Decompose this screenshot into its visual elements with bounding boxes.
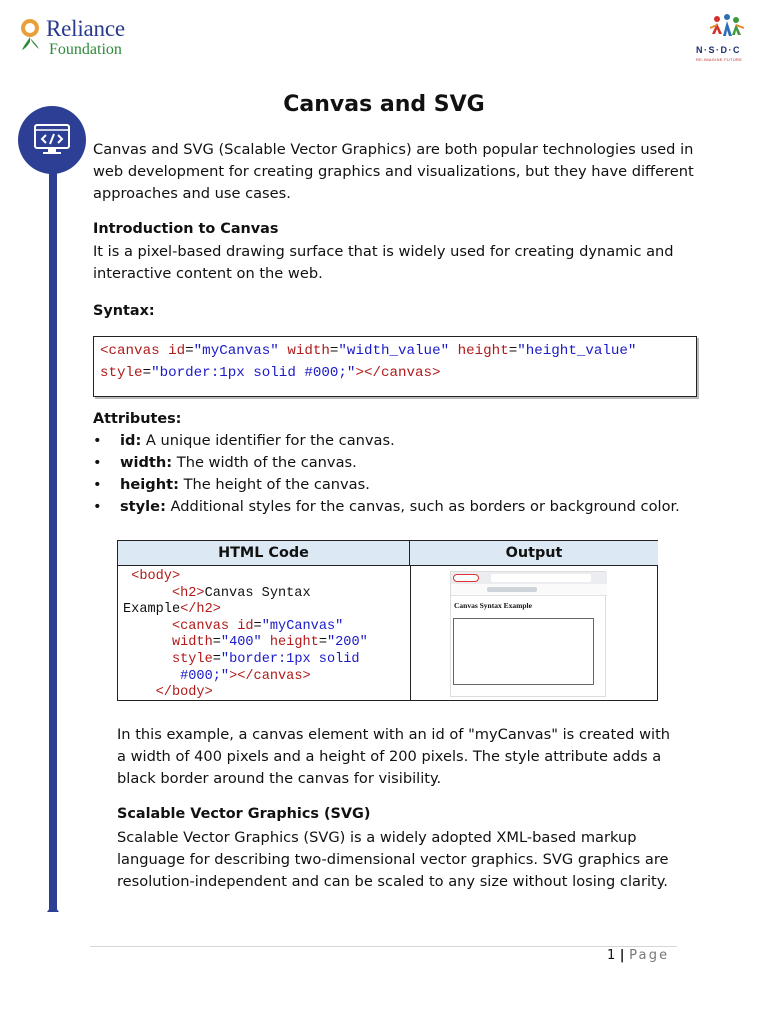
attribute-item (93, 474, 733, 496)
example-code-token: "200" (326, 635, 368, 651)
table-header-html-code: HTML Code (118, 541, 410, 566)
example-code-token: "myCanvas" (261, 618, 344, 634)
bullet-icon: • (93, 476, 102, 493)
attribute-name: width: (120, 454, 173, 471)
mini-browser-tabbar (451, 572, 607, 584)
nsdc-tagline: RE-IMAGINE FUTURE (696, 57, 743, 62)
attribute-name: style: (120, 498, 166, 515)
attribute-description: The width of the canvas. (172, 454, 357, 471)
syntax-token: "myCanvas" (193, 343, 279, 359)
intro-paragraph: Canvas and SVG (Scalable Vector Graphics) are both popular technologies used in web development for creating graphics and visualizations, but they have different approaches and use cases. (93, 141, 694, 202)
nsdc-people-icon (690, 12, 760, 46)
page-footer (607, 948, 669, 963)
syntax-code-line-2 (100, 362, 690, 384)
example-code-line (123, 602, 368, 619)
example-code-token: </h2> (180, 602, 221, 618)
example-code-token: = (212, 635, 221, 651)
bullet-icon: • (93, 498, 102, 515)
mini-browser-url (487, 587, 537, 592)
example-code-token: <h2> (123, 585, 205, 601)
mini-output-canvas (453, 618, 594, 685)
example-code-token: Example (123, 602, 181, 618)
nsdc-logo (690, 12, 760, 72)
syntax-code-line-1 (100, 340, 690, 362)
attribute-item (93, 452, 733, 474)
example-code-token: id (237, 618, 254, 634)
bullet-icon: • (93, 432, 102, 449)
example-code-line (123, 619, 368, 636)
syntax-heading: Syntax: (93, 303, 155, 319)
canvas-intro-body: It is a pixel-based drawing surface that is widely used for creating dynamic and interactive content on the web. (93, 243, 674, 282)
example-code-token: #000;" (123, 668, 230, 684)
attribute-item (93, 430, 733, 452)
example-code-line (123, 635, 368, 652)
svg-body: Scalable Vector Graphics (SVG) is a widely adopted XML-based markup language for describing two-dimensional vector graphics. SVG graphics are resolution-independent and can be scaled to any size without losing clarity. (117, 829, 669, 890)
example-html-code (123, 569, 368, 702)
svg-heading: Scalable Vector Graphics (SVG) (117, 806, 371, 822)
example-code-token: "400" (220, 635, 262, 651)
mini-browser-tab-title (491, 574, 591, 582)
code-monitor-icon (32, 120, 72, 160)
syntax-token: = (329, 343, 339, 359)
page-title: Canvas and SVG (283, 92, 485, 117)
left-decorative-rail (49, 150, 57, 910)
attribute-text (120, 474, 370, 496)
attribute-item (93, 496, 733, 518)
page-label: Page (629, 948, 670, 963)
example-code-token: height (261, 635, 319, 651)
footer-divider (90, 946, 677, 947)
syntax-token: width (278, 343, 330, 359)
syntax-code-block (93, 336, 697, 397)
syntax-token: = (508, 343, 518, 359)
rail-arrow-tip (47, 904, 59, 912)
example-code-line (123, 685, 368, 702)
example-code-line (123, 569, 368, 586)
example-code-token: </body> (123, 685, 213, 701)
attribute-name: height: (120, 476, 179, 493)
syntax-token: = (185, 343, 194, 359)
syntax-token: "height_value" (517, 343, 637, 359)
attribute-name: id: (120, 432, 142, 449)
attribute-description: Additional styles for the canvas, such as borders or background color. (165, 498, 680, 515)
syntax-token: "border:1px solid #000;" (151, 365, 356, 381)
mini-browser-tab (453, 574, 479, 582)
nsdc-letters: N·S·D·C (696, 45, 741, 55)
reliance-mark-icon (18, 18, 42, 52)
example-code-line (123, 669, 368, 686)
bullet-icon: • (93, 454, 102, 471)
example-code-line (123, 652, 368, 669)
attribute-text (120, 430, 395, 452)
attribute-text (120, 496, 680, 518)
mini-browser-address-bar (451, 584, 607, 596)
example-code-token: width (123, 635, 213, 651)
example-code-token: Canvas Syntax (204, 585, 311, 601)
syntax-token: <canvas (100, 343, 169, 359)
example-code-token: style (123, 651, 213, 667)
attribute-text (120, 452, 357, 474)
attribute-description: The height of the canvas. (178, 476, 370, 493)
page-separator: | (615, 948, 630, 963)
example-code-token: = (253, 618, 262, 634)
example-description: In this example, a canvas element with an id of "myCanvas" is created with a width of 400 pixels and a height of 200 pixels. The style attribute adds a black border around the canvas for visibility. (117, 726, 671, 787)
table-column-divider (410, 566, 411, 701)
reliance-logo-line1: Reliance (46, 16, 125, 41)
syntax-token: = (142, 365, 152, 381)
syntax-token: style (100, 365, 143, 381)
syntax-token: id (168, 343, 186, 359)
syntax-token: ></canvas> (355, 365, 441, 381)
example-code-token: ></canvas> (229, 668, 311, 684)
attribute-description: A unique identifier for the canvas. (141, 432, 395, 449)
example-code-token: = (212, 651, 221, 667)
output-browser-screenshot (450, 571, 606, 697)
example-code-token: = (318, 635, 327, 651)
example-code-line (123, 586, 368, 603)
syntax-token: "width_value" (338, 343, 450, 359)
reliance-foundation-logo (18, 14, 158, 60)
syntax-token: height (449, 343, 509, 359)
example-code-token: <body> (123, 569, 181, 584)
example-code-token: <canvas (123, 618, 238, 634)
reliance-logo-line2: Foundation (49, 41, 122, 58)
page-number: 1 (607, 948, 616, 963)
table-header-output: Output (410, 541, 658, 566)
attributes-heading: Attributes: (93, 411, 182, 427)
example-code-token: "border:1px solid (220, 651, 360, 667)
mini-output-heading: Canvas Syntax Example (454, 601, 532, 610)
attributes-list (93, 430, 733, 518)
canvas-intro-heading: Introduction to Canvas (93, 221, 279, 237)
